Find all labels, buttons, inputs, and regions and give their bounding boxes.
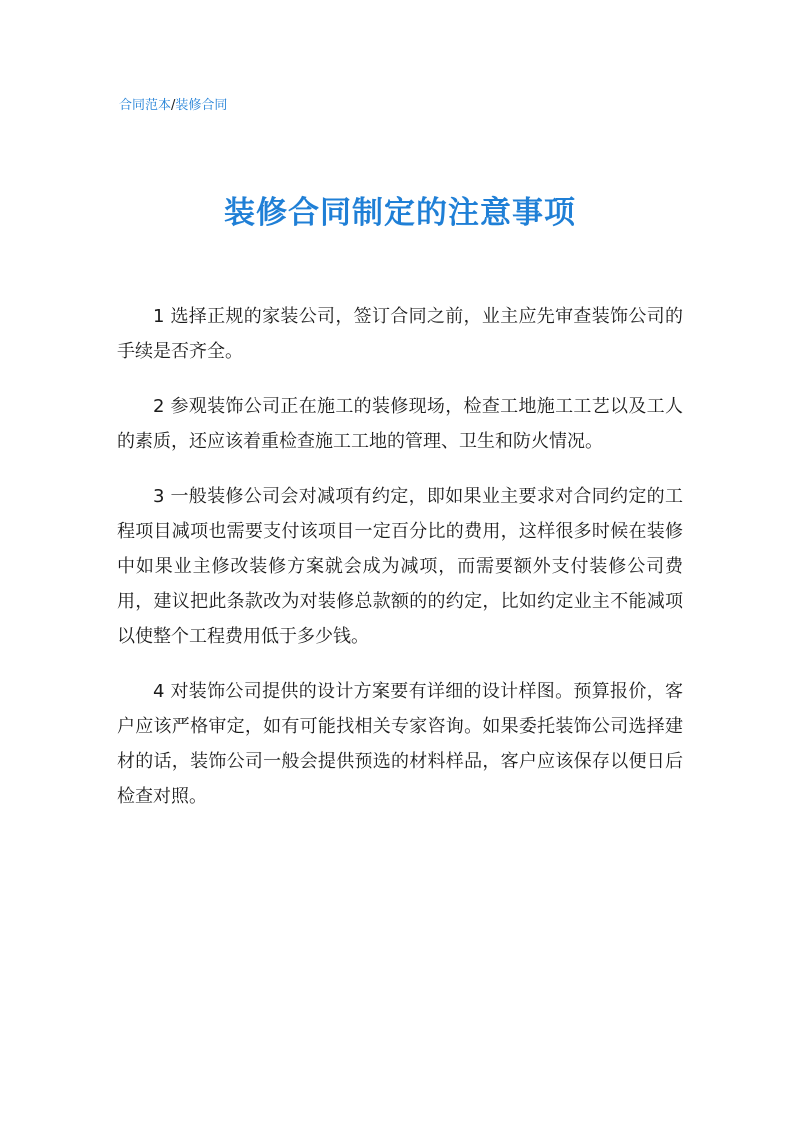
page-title: 装修合同制定的注意事项 <box>224 195 576 231</box>
article-body <box>117 299 683 834</box>
paragraph-3: 3 一般装修公司会对减项有约定，即如果业主要求对合同约定的工程项目减项也需要支付该项目一定百分比的费用，这样很多时候在装修中如果业主修改装修方案就会成为减项，而需要额外支付装修公司费用，建议把此条款改为对装修总款额的的约定，比如约定业主不能减项以使整个工程费用低于多少钱。 <box>117 486 683 647</box>
breadcrumb <box>119 97 227 115</box>
breadcrumb-separator: / <box>171 98 176 113</box>
breadcrumb-link-renovation-contract[interactable]: 装修合同 <box>175 98 228 113</box>
paragraph-2: 2 参观装饰公司正在施工的装修现场，检查工地施工工艺以及工人的素质，还应该着重检查施工工地的管理、卫生和防火情况。 <box>117 396 683 452</box>
paragraph-1: 1 选择正规的家装公司，签订合同之前，业主应先审查装饰公司的手续是否齐全。 <box>117 306 683 362</box>
paragraph-4: 4 对装饰公司提供的设计方案要有详细的设计样图。预算报价，客户应该严格审定，如有可能找相关专家咨询。如果委托装饰公司选择建材的话，装饰公司一般会提供预选的材料样品，客户应该保存以便日后检查对照。 <box>117 681 683 807</box>
breadcrumb-link-contract-templates[interactable]: 合同范本 <box>119 98 172 113</box>
